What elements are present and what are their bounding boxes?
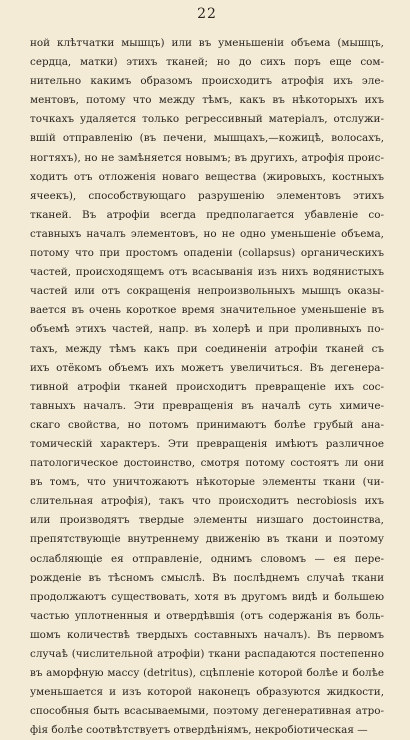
body-text (30, 34, 384, 740)
text-line: препятствующіе внутреннему движенію въ ткани и поэтому (30, 533, 384, 546)
text-line: слительная атрофія), такъ что происходитъ necrobiosis ихъ (30, 495, 384, 508)
text-line: въ томъ, что уничтожаютъ нѣкоторые элементы ткани (чи- (30, 476, 384, 489)
text-line: тивной атрофіи тканей происходитъ превращеніе ихъ сос- (30, 380, 384, 393)
text-line: частей, происходящемъ отъ всасыванія изъ нихъ водянистыхъ (30, 266, 384, 279)
text-line: ногтяхъ), но не замѣняется новымъ; въ другихъ, атрофія проис- (30, 151, 384, 164)
text-line: скаго свойства, но потомъ принимаютъ болѣе грубый ана- (30, 418, 384, 431)
text-line: продолжаютъ существовать, хотя въ другомъ видѣ и большею (30, 590, 384, 603)
text-line: тавныхъ началъ. Эти превращенія въ началѣ суть химиче- (30, 399, 384, 412)
text-line: точкахъ удаляется только регрессивный матеріалъ, отслужи- (30, 113, 384, 126)
text-line: ослабляющіе ея отправленіе, однимъ словомъ — ея пере- (30, 552, 384, 565)
text-line: способныя быть всасываемыми, поэтому дегенеративная атро- (30, 705, 384, 718)
text-line: фія болѣе соотвѣтствуетъ отвердѣніямъ, некробіотическая — (30, 724, 368, 737)
text-line: тканей. Въ атрофіи всегда предполагается убавленіе со- (30, 208, 384, 221)
text-line: ной клѣтчатки мышцъ) или въ уменьшеніи объема (мышцъ, (30, 37, 384, 49)
page-number: 22 (197, 6, 217, 22)
text-line: томическій характеръ. Эти превращенія имѣютъ различное (30, 437, 384, 450)
text-line: нительно какимъ образомъ происходитъ атрофія ихъ эле- (30, 75, 384, 88)
text-line: вшій отправленію (въ печени, мышцахъ,—кожицѣ, волосахъ, (30, 132, 384, 145)
text-line: ставныхъ началъ элементовъ, но не одно уменьшеніе объема, (30, 227, 384, 240)
text-line: частей или отъ сокращенія непроизвольныхъ мышцъ оказы- (30, 285, 384, 298)
text-line: ячеекъ), способствующаго разрушенію элементовъ этихъ (30, 189, 384, 202)
text-line: объемѣ этихъ частей, напр. въ холерѣ и при проливныхъ по- (30, 323, 384, 336)
text-line: или производятъ твердые элементы низшаго достоинства, (30, 514, 384, 527)
text-line: ходитъ отъ отложенія новаго вещества (жировыхъ, костныхъ (30, 170, 384, 183)
text-line: уменьшается и изъ которой наконецъ образуются жидкости, (30, 686, 384, 699)
text-line: вается въ очень короткое время значительное уменьшеніе въ (30, 304, 384, 317)
text-line: въ аморфную массу (detritus), сцѣпленіе которой болѣе и болѣе (30, 667, 384, 680)
text-line: тахъ, между тѣмъ какъ при соединеніи атрофіи тканей съ (30, 342, 384, 355)
text-line: патологическое достоинство, смотря потому состоятъ ли они (30, 457, 384, 470)
text-line: ихъ отёкомъ объемъ ихъ можетъ увеличиться. Въ дегенера- (30, 361, 384, 374)
text-line: случаѣ (числительной атрофіи) ткани распадаются постепенно (30, 648, 384, 660)
text-line: сердца, матки) этихъ тканей; но до сихъ поръ еще сом- (30, 56, 384, 69)
text-line: шомъ количествѣ твердыхъ составныхъ началъ). Въ первомъ (30, 628, 384, 641)
text-line: частью уплотненныя и отвердѣвшія (отъ содержанія въ боль- (30, 609, 384, 622)
text-line: потому что при простомъ опаденіи (collapsus) органическихъ (30, 247, 384, 260)
text-line: рожденіе въ тѣсномъ смыслѣ. Въ послѣднемъ случаѣ ткани (30, 571, 384, 584)
text-line: ментовъ, потому что между тѣмъ, какъ въ нѣкоторыхъ ихъ (30, 94, 384, 107)
